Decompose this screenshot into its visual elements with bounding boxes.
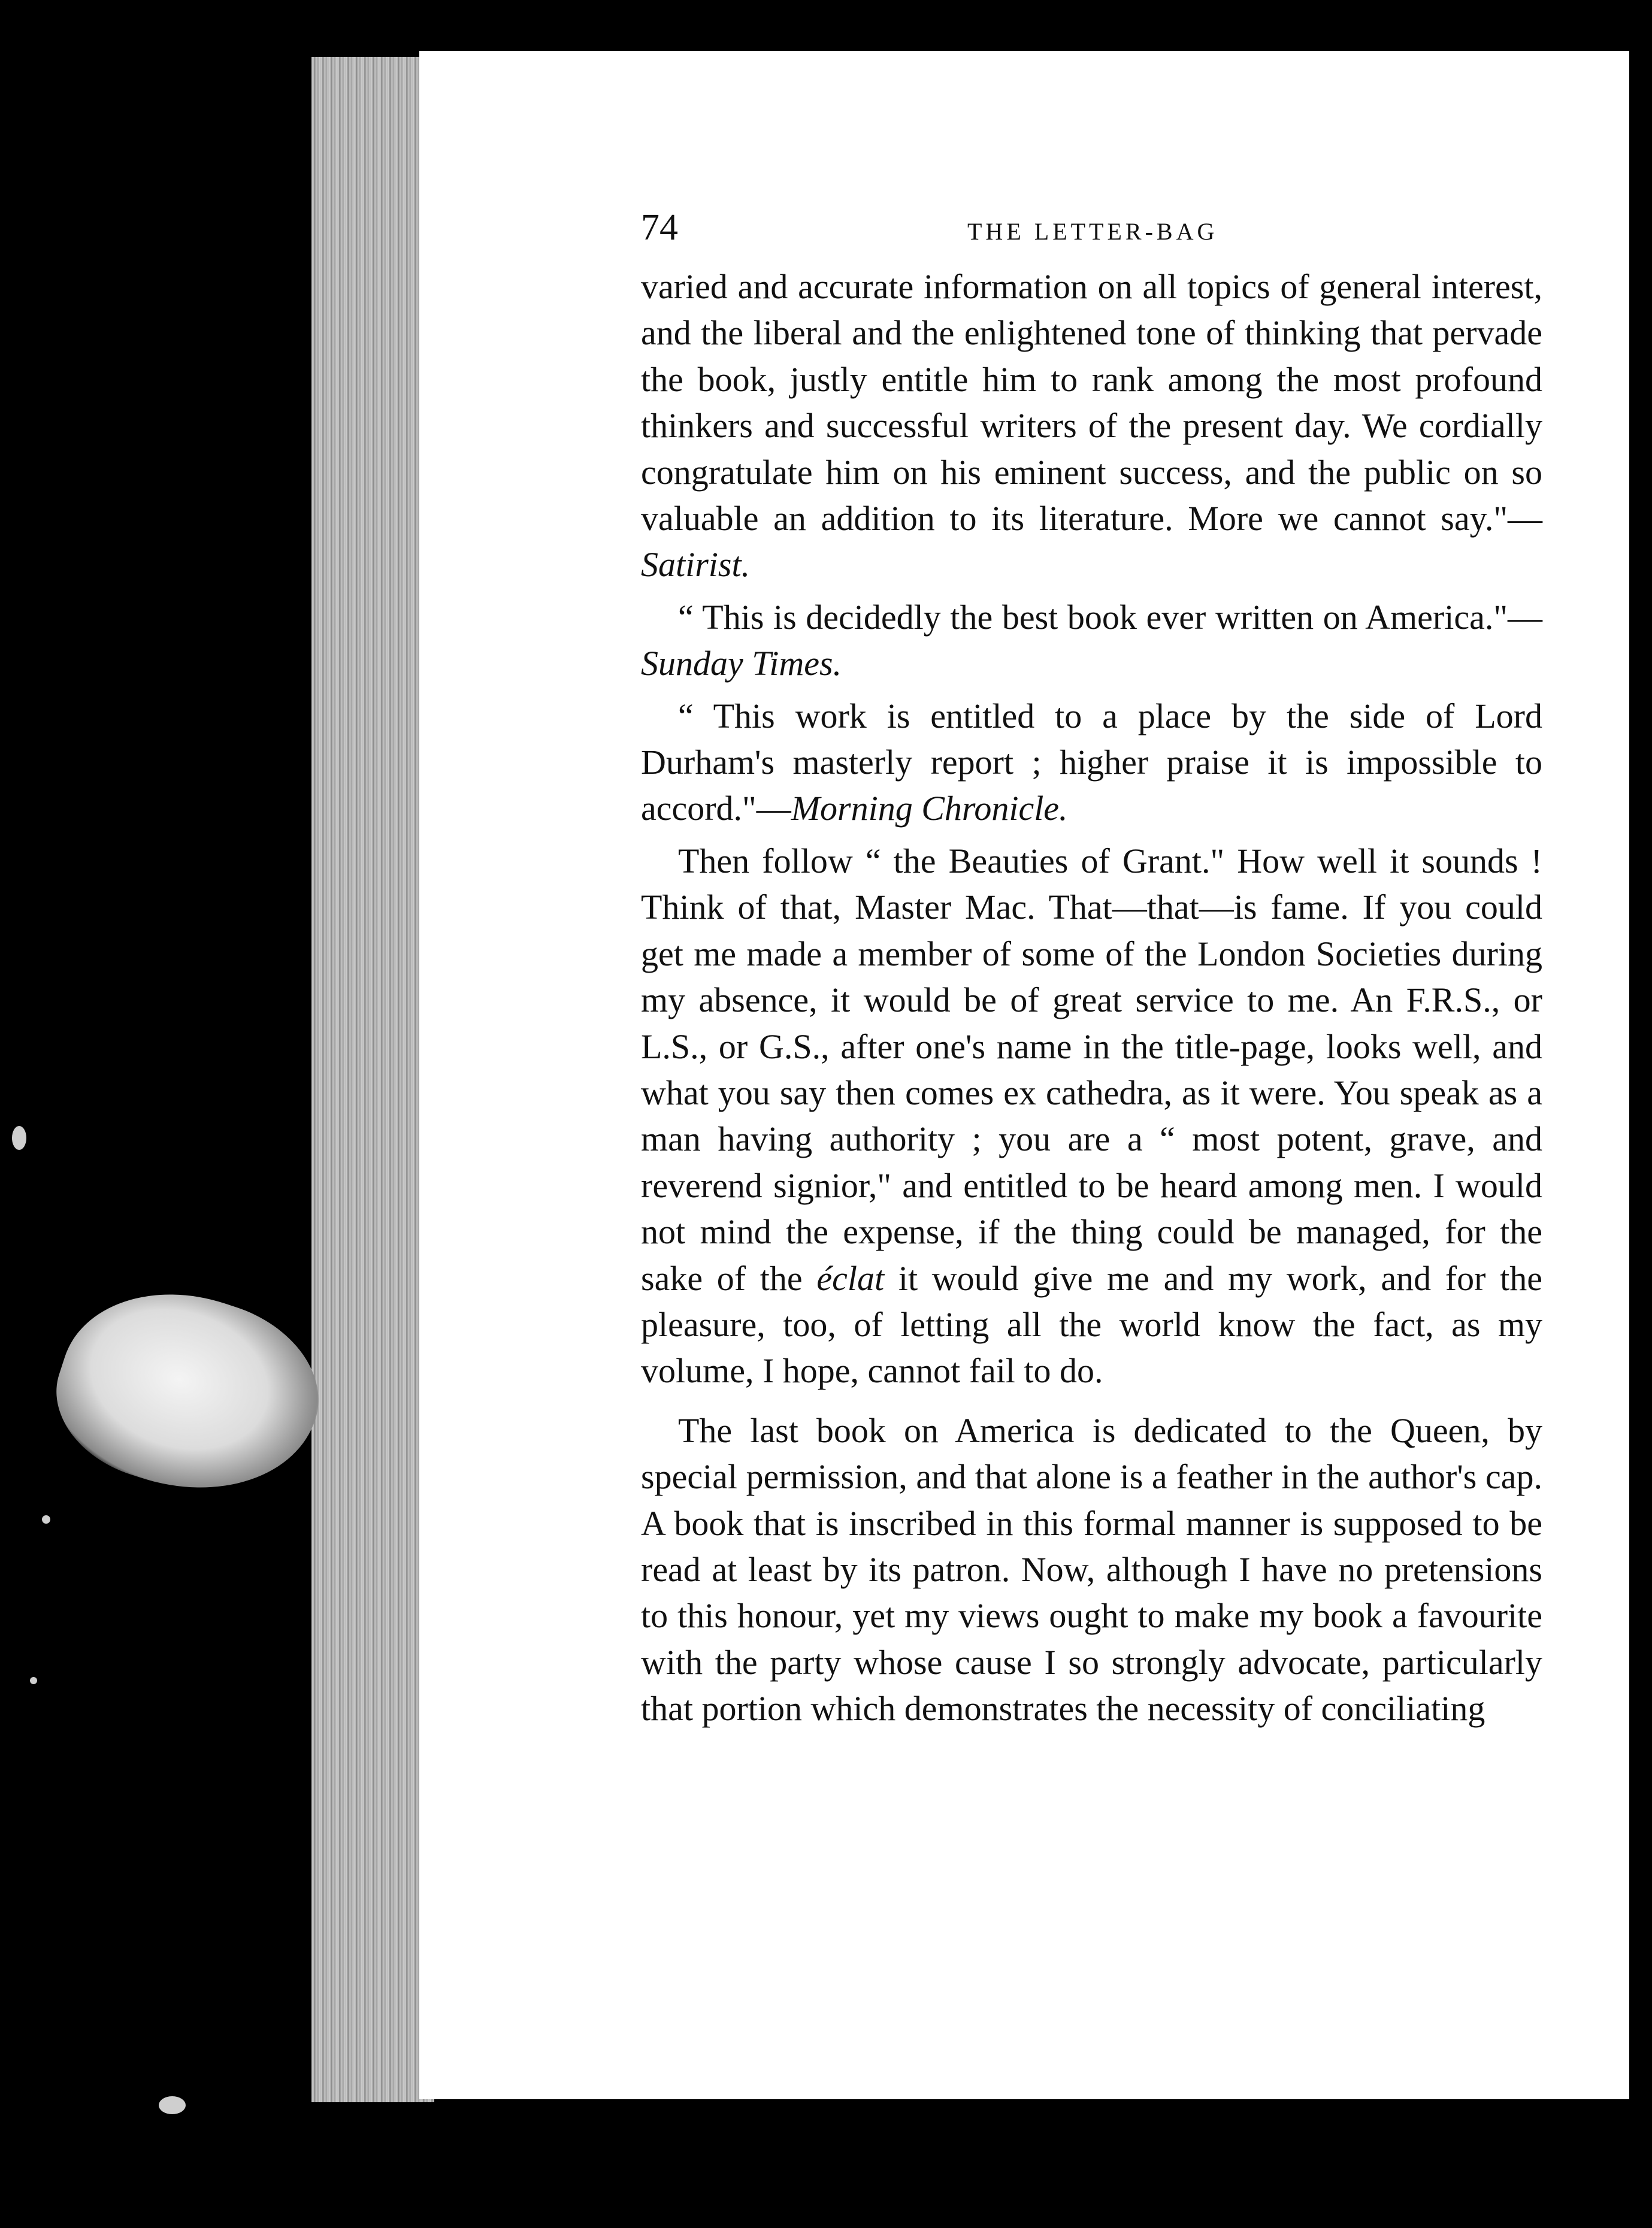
paragraph-sunday-times-quote: “ This is decidedly the best book ever written on America."—Sunday Times.	[641, 597, 1542, 683]
italic-term: éclat	[816, 1258, 885, 1298]
paper-stain	[37, 1261, 341, 1523]
body-text	[641, 264, 1542, 1732]
book-page-edges	[311, 57, 434, 2102]
paragraph-satirist-quote: varied and accurate information on all topics of general interest, and the liberal and the enlightened tone of thinking that pervade the book, justly entitle him to rank among the most profound thinkers and successful writers of the present day. We cordially congratulate him on his eminent success, and the public on so valuable an addition to its literature. More we cannot say."—Satirist.	[641, 267, 1542, 585]
dust-speck	[30, 1677, 37, 1684]
dust-speck	[159, 2096, 186, 2114]
page-number: 74	[641, 207, 678, 248]
source-citation: Morning Chronicle.	[791, 789, 1068, 828]
source-citation: Sunday Times.	[641, 644, 842, 683]
paragraph-dedication: The last book on America is dedicated to the Queen, by special permission, and that alone is a feather in the author's cap. A book that is inscribed in this formal manner is supposed to be read at least by its patron. Now, although I have no pretensions to this honour, yet my views ought to make my book a favourite with the party whose cause I so strongly advocate, particularly that portion which demonstrates the necessity of conciliating	[641, 1410, 1542, 1728]
paragraph-morning-chronicle-quote: “ This work is entitled to a place by the side of Lord Durham's masterly report ; higher praise it is impossible to accord."—Morning Chronicle.	[641, 696, 1542, 828]
paragraph-beauties-of-grant: Then follow “ the Beauties of Grant." How well it sounds ! Think of that, Master Mac. That—that—is fame. If you could get me made a member of some of the London Societies during my absence, it would be of great service to me. An F.R.S., or L.S., or G.S., after one's name in the title-page, looks well, and what you say then comes ex cathedra, as it were. You speak as a man having authority ; you are a “ most potent, grave, and reverend signior," and entitled to be heard among men. I would not mind the expense, if the thing could be managed, for the sake of the éclat it would give me and my work, and for the pleasure, too, of letting all the world know the fact, as my volume, I hope, cannot fail to do.	[641, 841, 1543, 1391]
running-head: THE LETTER-BAG	[967, 218, 1218, 245]
page-header	[641, 207, 1539, 261]
source-citation: Satirist.	[641, 545, 751, 585]
dust-speck	[12, 1126, 26, 1150]
dust-speck	[42, 1515, 50, 1524]
